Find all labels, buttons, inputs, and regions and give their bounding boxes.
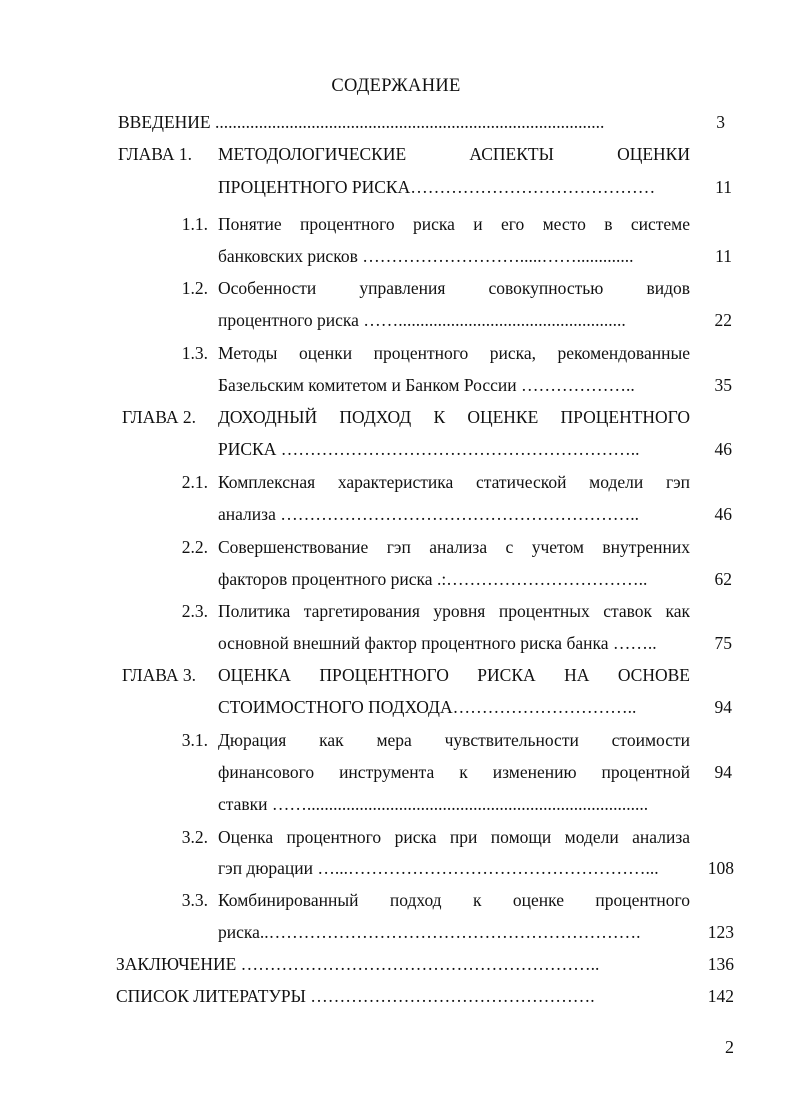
toc-s3-3-title-line2: риска..………………………………………………………. [218,922,641,942]
toc-references-text: СПИСОК ЛИТЕРАТУРЫ …………………………………………. [116,986,595,1006]
toc-ch2-title-line1: ДОХОДНЫЙ ПОДХОД К ОЦЕНКЕ ПРОЦЕНТНОГО [218,407,690,427]
toc-s1-2-page: 22 [714,310,732,330]
page-number: 2 [725,1037,734,1057]
toc-ch1-page: 11 [715,177,732,197]
toc-intro-page: 3 [716,112,725,132]
toc-s2-2-title-line1: Совершенствование гэп анализа с учетом внутренних [218,537,690,557]
toc-ch1-number: ГЛАВА 1. [118,144,193,164]
toc-s3-3-page: 123 [707,922,734,942]
toc-s3-1-title-line2: финансового инструмента к изменению процентной [218,762,690,782]
toc-s3-1-number: 3.1. [181,730,208,750]
toc-ch2-page: 46 [714,439,732,459]
toc-s1-2-title-line2: процентного риска …….................................................... [218,310,626,330]
toc-s1-3-title-line2: Базельским комитетом и Банком России ……………….. [218,375,635,395]
toc-s2-3-title-line1: Политика таргетирования уровня процентных ставок как [218,601,690,621]
toc-s1-3-title-line1: Методы оценки процентного риска, рекомендованные [218,343,690,363]
toc-s1-1-page: 11 [715,246,732,266]
toc-s3-1-title-line3: ставки …….............................................................................. [218,794,649,814]
toc-s1-3-number: 1.3. [181,343,208,363]
toc-s2-2-title-line2: факторов процентного риска .:…………………………….. [218,569,648,589]
toc-s3-2-number: 3.2. [181,827,208,847]
toc-s2-2-page: 62 [714,569,732,589]
toc-ch3-page: 94 [714,697,732,717]
toc-s3-2-title-line2: гэп дюрации …...……………………………………………... [218,858,659,878]
toc-intro-text: ВВЕДЕНИЕ ......................................................................................... [118,112,605,132]
toc-ch1-title-line1: МЕТОДОЛОГИЧЕСКИЕ АСПЕКТЫ ОЦЕНКИ [218,144,690,164]
toc-s1-3-page: 35 [714,375,732,395]
toc-s2-3-page: 75 [714,633,732,653]
toc-references-page: 142 [707,986,734,1006]
toc-conclusion-page: 136 [707,954,734,974]
toc-s2-3-title-line2: основной внешний фактор процентного риска банка …….. [218,633,657,653]
toc-ch3-title-line1: ОЦЕНКА ПРОЦЕНТНОГО РИСКА НА ОСНОВЕ [218,665,690,685]
toc-s1-2-title-line1: Особенности управления совокупностью видов [218,278,690,298]
toc-s3-2-title-line1: Оценка процентного риска при помощи модели анализа [218,827,690,847]
toc-s2-1-title-line1: Комплексная характеристика статической модели гэп [218,472,690,492]
toc-s2-1-page: 46 [714,504,732,524]
toc-s3-3-title-line1: Комбинированный подход к оценке процентного [218,890,690,910]
toc-ch3-title-line2: СТОИМОСТНОГО ПОДХОДА………………………….. [218,697,637,717]
toc-s2-2-number: 2.2. [181,537,208,557]
toc-ch2-number: ГЛАВА 2. [122,407,197,427]
toc-s3-2-page: 108 [707,858,734,878]
toc-s1-1-number: 1.1. [181,214,208,234]
page-title: СОДЕРЖАНИЕ [331,76,461,96]
toc-ch1-title-line2: ПРОЦЕНТНОГО РИСКА…………………………………… [218,177,656,197]
toc-s1-1-title-line2: банковских рисков ……………………….....……............. [218,246,634,266]
toc-s1-2-number: 1.2. [181,278,208,298]
toc-conclusion-text: ЗАКЛЮЧЕНИЕ …………………………………………………….. [116,954,600,974]
toc-s3-1-title-line1: Дюрация как мера чувствительности стоимости [218,730,690,750]
toc-s3-1-page: 94 [714,762,732,782]
toc-s3-3-number: 3.3. [181,890,208,910]
toc-ch3-number: ГЛАВА 3. [122,665,197,685]
toc-s2-3-number: 2.3. [181,601,208,621]
toc-s2-1-title-line2: анализа …………………………………………………….. [218,504,639,524]
toc-s2-1-number: 2.1. [181,472,208,492]
toc-ch2-title-line2: РИСКА …………………………………………………….. [218,439,640,459]
toc-s1-1-title-line1: Понятие процентного риска и его место в системе [218,214,690,234]
